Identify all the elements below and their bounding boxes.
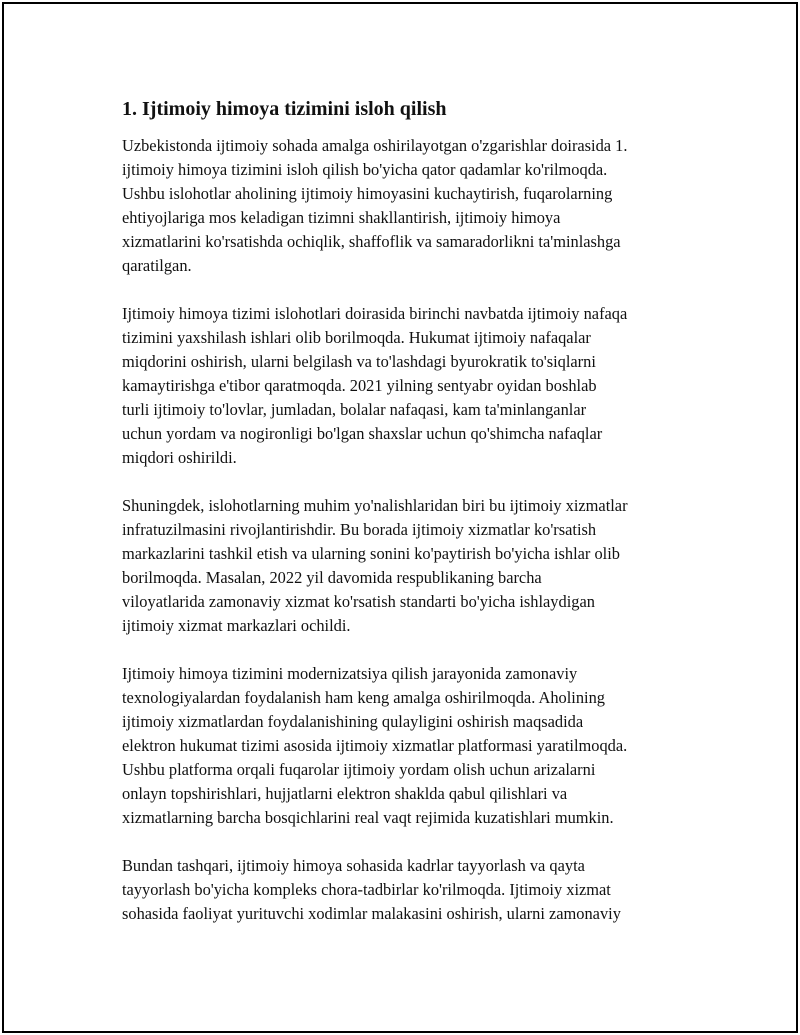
paragraph-line: Ijtimoiy himoya tizimini modernizatsiya qilish jarayonida zamonaviy [122,664,578,683]
paragraph-line: viloyatlarida zamonaviy xizmat ko'rsatish standarti bo'yicha ishlaydigan [122,592,595,611]
page-frame [2,2,798,1033]
section-heading: 1. Ijtimoiy himoya tizimini isloh qilish [122,98,447,120]
paragraph-line: miqdori oshirildi. [122,448,237,467]
paragraph-line: onlayn topshirishlari, hujjatlarni elektron shaklda qabul qilishlari va [122,784,568,803]
paragraph-line: markazlarini tashkil etish va ularning sonini ko'paytirish bo'yicha ishlar olib [122,544,620,563]
paragraph-line: xizmatlarini ko'rsatishda ochiqlik, shaffoflik va samaradorlikni ta'minlashga [122,232,621,251]
paragraph-line: ijtimoiy xizmat markazlari ochildi. [122,616,351,635]
paragraph-container [122,134,697,926]
paragraph-line: uchun yordam va nogironligi bo'lgan shaxslar uchun qo'shimcha nafaqlar [122,424,603,443]
paragraph-line: Bundan tashqari, ijtimoiy himoya sohasida kadrlar tayyorlash va qayta [122,856,585,875]
paragraph-line: turli ijtimoiy to'lovlar, jumladan, bolalar nafaqasi, kam ta'minlanganlar [122,400,587,419]
paragraph-line: tayyorlash bo'yicha kompleks chora-tadbirlar ko'rilmoqda. Ijtimoiy xizmat [122,880,611,899]
paragraph-4 [122,662,697,830]
paragraph-line: sohasida faoliyat yurituvchi xodimlar malakasini oshirish, ularni zamonaviy [122,904,621,923]
paragraph-5 [122,854,697,926]
paragraph-1 [122,134,697,278]
paragraph-line: Ushbu platforma orqali fuqarolar ijtimoiy yordam olish uchun arizalarni [122,760,596,779]
paragraph-line: Ushbu islohotlar aholining ijtimoiy himoyasini kuchaytirish, fuqarolarning [122,184,613,203]
paragraph-line: qaratilgan. [122,256,192,275]
paragraph-line: infratuzilmasini rivojlantirishdir. Bu borada ijtimoiy xizmatlar ko'rsatish [122,520,597,539]
paragraph-line: ijtimoiy himoya tizimini isloh qilish bo'yicha qator qadamlar ko'rilmoqda. [122,160,608,179]
paragraph-line: ehtiyojlariga mos keladigan tizimni shakllantirish, ijtimoiy himoya [122,208,561,227]
paragraph-line: tizimini yaxshilash ishlari olib borilmoqda. Hukumat ijtimoiy nafaqalar [122,328,591,347]
paragraph-line: Ijtimoiy himoya tizimi islohotlari doirasida birinchi navbatda ijtimoiy nafaqa [122,304,628,323]
paragraph-line: kamaytirishga e'tibor qaratmoqda. 2021 yilning sentyabr oyidan boshlab [122,376,597,395]
paragraph-2 [122,302,697,470]
paragraph-line: borilmoqda. Masalan, 2022 yil davomida respublikaning barcha [122,568,542,587]
paragraph-3 [122,494,697,638]
paragraph-line: texnologiyalardan foydalanish ham keng amalga oshirilmoqda. Aholining [122,688,605,707]
paragraph-line: ijtimoiy xizmatlardan foydalanishining qulayligini oshirish maqsadida [122,712,584,731]
document-body [122,96,697,950]
paragraph-line: Uzbekistonda ijtimoiy sohada amalga oshirilayotgan o'zgarishlar doirasida 1. [122,136,628,155]
paragraph-line: elektron hukumat tizimi asosida ijtimoiy xizmatlar platformasi yaratilmoqda. [122,736,628,755]
paragraph-line: xizmatlarning barcha bosqichlarini real vaqt rejimida kuzatishlari mumkin. [122,808,614,827]
paragraph-line: miqdorini oshirish, ularni belgilash va to'lashdagi byurokratik to'siqlarni [122,352,596,371]
paragraph-line: Shuningdek, islohotlarning muhim yo'nalishlaridan biri bu ijtimoiy xizmatlar [122,496,628,515]
